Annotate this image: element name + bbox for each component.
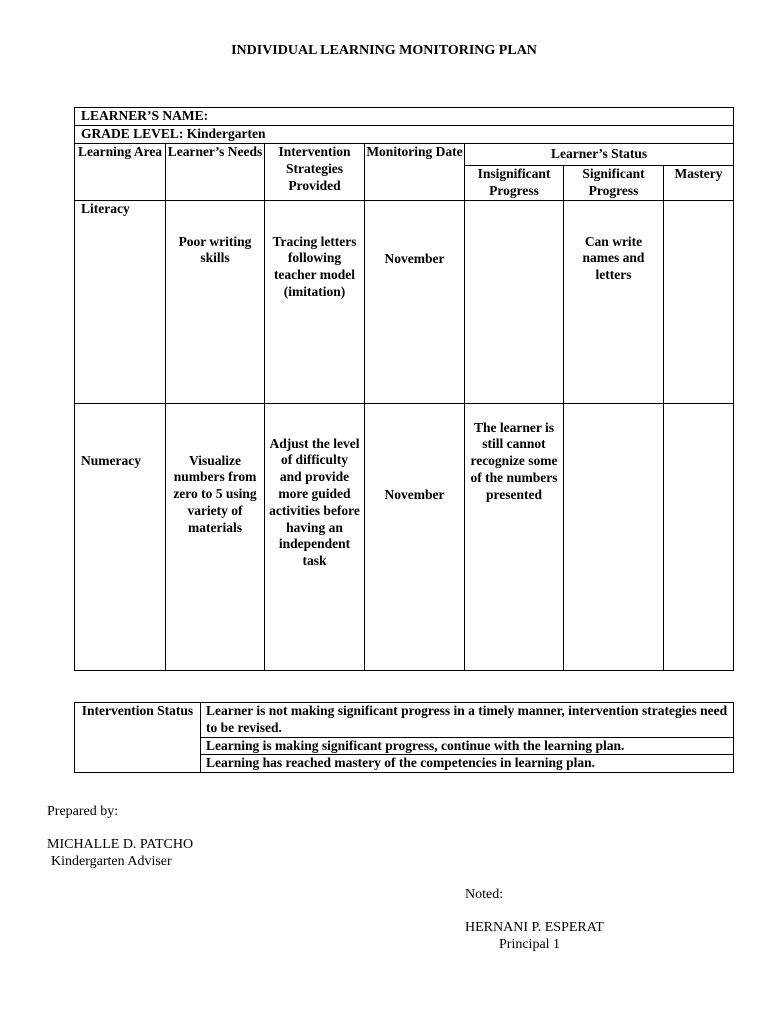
prepared-by-label: Prepared by: bbox=[47, 804, 119, 819]
cell-significant: Can write names and letters bbox=[564, 200, 664, 403]
header-learners-needs: Learner’s Needs bbox=[166, 144, 265, 201]
header-intervention: Intervention Strategies Provided bbox=[265, 144, 365, 201]
monitoring-table bbox=[74, 107, 734, 671]
status-item-continue: Learning is making significant progress, continue with the learning plan. bbox=[201, 737, 734, 755]
header-insignificant-progress: Insignificant Progress bbox=[465, 166, 564, 201]
preparer-title: Kindergarten Adviser bbox=[51, 854, 172, 869]
cell-insignificant bbox=[465, 200, 564, 403]
grade-level-label: GRADE LEVEL: Kindergarten bbox=[75, 126, 734, 144]
header-row bbox=[75, 144, 734, 166]
noted-label: Noted: bbox=[465, 887, 504, 902]
cell-date: November bbox=[365, 200, 465, 403]
cell-insignificant: The learner is still cannot recognize some of the numbers presented bbox=[465, 403, 564, 670]
cell-area: Numeracy bbox=[75, 403, 166, 670]
header-mastery: Mastery bbox=[664, 166, 734, 201]
cell-strategy: Adjust the level of difficulty and provide more guided activities before having an independent task bbox=[265, 403, 365, 670]
cell-significant bbox=[564, 403, 664, 670]
document-title: INDIVIDUAL LEARNING MONITORING PLAN bbox=[231, 43, 537, 58]
header-learners-status: Learner’s Status bbox=[465, 144, 734, 166]
cell-strategy: Tracing letters following teacher model (imitation) bbox=[265, 200, 365, 403]
header-learning-area: Learning Area bbox=[75, 144, 166, 201]
learner-name-label: LEARNER’S NAME: bbox=[75, 108, 734, 126]
cell-mastery bbox=[664, 403, 734, 670]
grade-level-row bbox=[75, 126, 734, 144]
cell-mastery bbox=[664, 200, 734, 403]
table-row bbox=[75, 403, 734, 670]
cell-date: November bbox=[365, 403, 465, 670]
cell-needs: Poor writing skills bbox=[166, 200, 265, 403]
intervention-status-label: Intervention Status bbox=[75, 703, 201, 773]
table-row bbox=[75, 200, 734, 403]
noter-name: HERNANI P. ESPERAT bbox=[465, 920, 604, 935]
cell-needs: Visualize numbers from zero to 5 using variety of materials bbox=[166, 403, 265, 670]
header-monitoring-date: Monitoring Date bbox=[365, 144, 465, 201]
header-significant-progress: Significant Progress bbox=[564, 166, 664, 201]
preparer-name: MICHALLE D. PATCHO bbox=[47, 837, 194, 852]
status-item-mastery: Learning has reached mastery of the competencies in learning plan. bbox=[201, 755, 734, 773]
intervention-status-table bbox=[74, 702, 734, 773]
learner-name-row bbox=[75, 108, 734, 126]
status-item-revise: Learner is not making significant progress in a timely manner, intervention strategies need to be revised. bbox=[201, 703, 734, 738]
status-row bbox=[75, 703, 734, 738]
cell-area: Literacy bbox=[75, 200, 166, 403]
noter-title: Principal 1 bbox=[499, 937, 561, 952]
